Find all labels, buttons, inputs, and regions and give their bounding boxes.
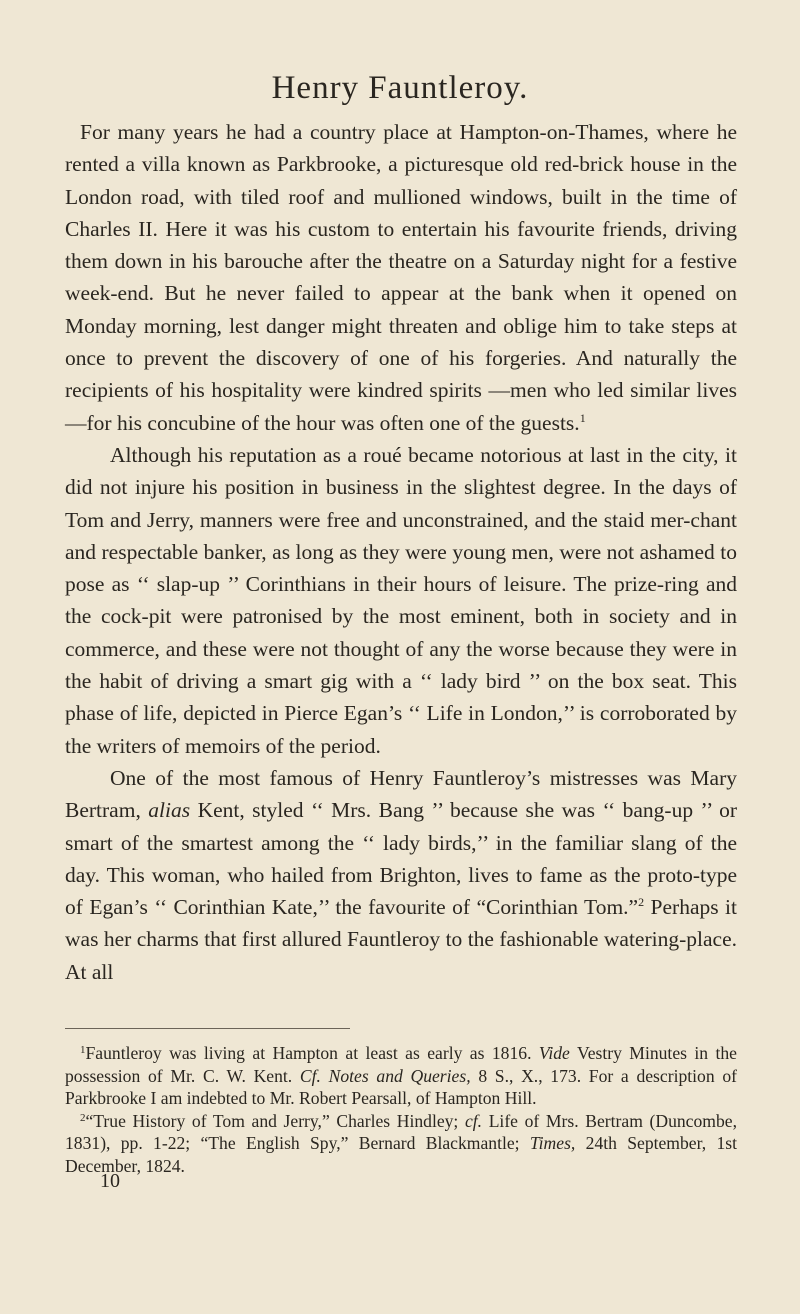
footnote-1-vide: Vide [538, 1043, 570, 1063]
paragraph-3 [65, 762, 737, 988]
paragraph-1-text: For many years he had a country place at Hampton-on-Thames, where he rented a villa known as Parkbrooke, a picturesque old red-brick house in the London road, with tiled roof and mullioned windows, built in the time of Charles II. Here it was his custom to entertain his favourite friends, driving them down in his barouche after the theatre on a Saturday night for a festive week-end. But he never failed to appear at the bank when it opened on Monday morning, lest danger might threaten and oblige him to take steps at once to prevent the discovery of one of his forgeries. And naturally the recipients of his hospitality were kindred spirits —men who led similar lives—for his concubine of the hour was often one of the guests. [65, 120, 737, 435]
footnote-ref-1: 1 [579, 410, 586, 425]
footnote-2-text-a: “True History of Tom and Jerry,” Charles Hindley; [85, 1110, 459, 1131]
paragraph-1 [65, 116, 737, 439]
paragraph-2 [65, 439, 737, 762]
running-head: Henry Fauntleroy. [271, 70, 529, 106]
footnote-1 [65, 1042, 737, 1110]
paragraph-2-text: Although his reputation as a roué became notorious at last in the city, it did not injure his position in business in the slightest degree. In the days of Tom and Jerry, manners were free and unconstrained, and the staid mer-chant and respectable banker, as long as they were young men, were not ashamed to pose as ‘‘ slap-up ’’ Corinthians in their hours of leisure. The prize-ring and the cock-pit were patronised by the most eminent, both in society and in commerce, and these were not thought of any the worse because they were in the habit of driving a smart gig with a ‘‘ lady bird ’’ on the box seat. This phase of life, depicted in Pierce Egan’s ‘‘ Life in London,’’ is corroborated by the writers of memoirs of the period. [65, 442, 737, 758]
footnote-2-times: Times, [529, 1133, 576, 1153]
footnote-1-cf: Cf. [299, 1065, 321, 1086]
paragraph-3-text-a: One of the most famous of Henry Fauntleroy’s mistresses was Mary Bertram, [65, 765, 737, 823]
footnote-1-number: 1 [80, 1044, 86, 1056]
footnote-1-notes-and-queries: Notes and Queries, [328, 1065, 471, 1086]
footnote-1-text-c: 8 S., X., 173. For a description of Parkbrooke I am indebted to Mr. Robert Pearsall, of Hampton Hill. [65, 1065, 737, 1108]
body-text [65, 116, 737, 988]
footnote-2-text-c: 24th September, 1st December, 1824. [65, 1133, 737, 1176]
page-number: 10 [100, 1170, 120, 1192]
paragraph-3-text-b: Kent, styled ‘‘ Mrs. Bang ’’ because she was ‘‘ bang-up ’’ or smart of the smartest among the ‘‘ lady birds,’’ in the familiar slang of the day. This woman, who hailed from Brighton, lives to fame as the proto-type of Egan’s ‘‘ Corinthian Kate,’’ the favourite of “Corinthian Tom.” [65, 798, 738, 920]
footnote-2-cf: cf. [464, 1110, 483, 1131]
footnotes [65, 1042, 737, 1177]
footnote-2 [65, 1110, 737, 1178]
footnote-1-text-b: Vestry Minutes in the possession of Mr. C. W. Kent. [65, 1043, 737, 1086]
paragraph-3-alias: alias [148, 798, 191, 823]
footnote-2-text-b: Life of Mrs. Bertram (Duncombe, 1831), pp. 1-22; “The English Spy,” Bernard Blackmantle; [65, 1110, 737, 1153]
footnote-1-text-a: Fauntleroy was living at Hampton at least as early as 1816. [85, 1043, 532, 1063]
paragraph-3-text-c: Perhaps it was her charms that first allured Fauntleroy to the fashionable watering-place. At all [65, 895, 738, 984]
footnote-ref-2: 2 [638, 895, 645, 910]
footnote-rule [65, 1028, 350, 1029]
footnote-2-number: 2 [80, 1111, 86, 1124]
